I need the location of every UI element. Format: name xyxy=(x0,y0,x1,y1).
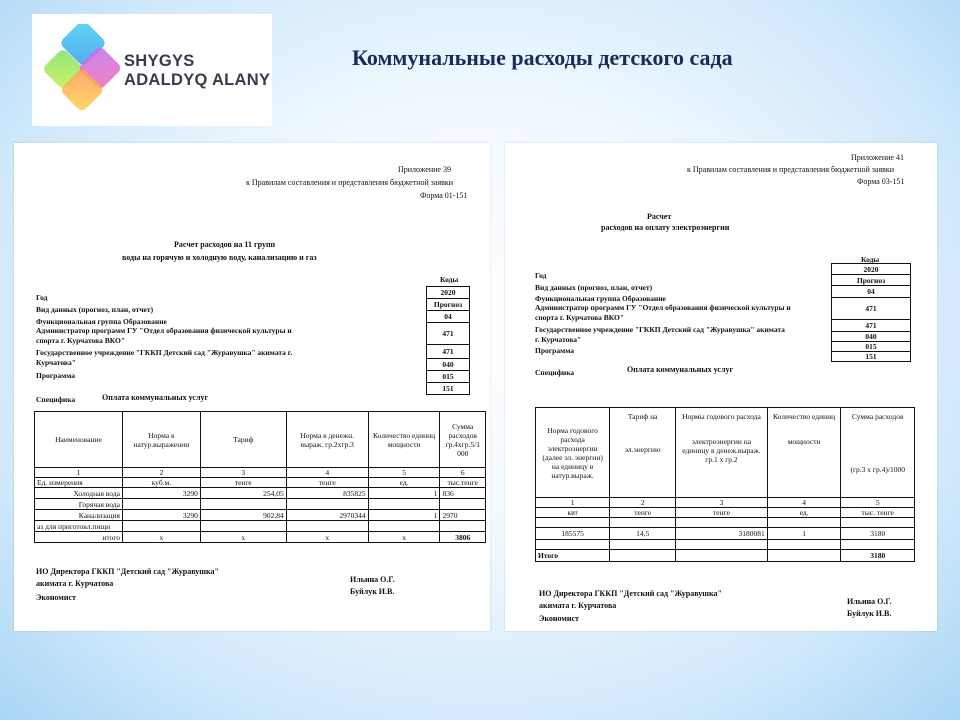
column-number: 2 xyxy=(610,498,676,508)
empty-cell xyxy=(676,550,768,562)
table-header xyxy=(676,408,768,498)
code-cell: 471 xyxy=(427,323,470,345)
cell: 902,84 xyxy=(200,510,286,521)
unit-cell: тенге xyxy=(286,478,368,488)
units-header: Количество единиц xyxy=(773,412,836,421)
cell: х xyxy=(286,532,368,543)
cell xyxy=(122,499,200,510)
code-cell: 151 xyxy=(832,352,911,362)
logo-text: SHYGYS ADALDYQ ALANY xyxy=(124,52,271,89)
field-institution-label-2: Курчатова" xyxy=(36,358,76,367)
cell: 2970344 xyxy=(286,510,368,521)
doc-subtitle: расходов на оплату электроэнергии xyxy=(601,223,730,232)
table-row-total xyxy=(35,532,486,543)
table-header: Наименование xyxy=(35,412,123,468)
code-cell: 2020 xyxy=(427,287,470,299)
empty-cell xyxy=(676,540,768,550)
field-year-label: Год xyxy=(535,271,547,280)
akimat-label: акимата г. Курчатова xyxy=(539,601,617,610)
codes-header: Коды xyxy=(440,275,459,284)
logo-diamond-icon xyxy=(42,24,124,114)
cell: 3180 xyxy=(841,528,915,540)
cell: 185575 xyxy=(536,528,610,540)
column-number: 1 xyxy=(35,468,123,478)
code-cell: 151 xyxy=(427,383,470,395)
table-header xyxy=(610,408,676,498)
cell xyxy=(200,521,286,532)
code-cell: 04 xyxy=(832,286,911,298)
specifics-text: Оплата коммунальных услуг xyxy=(627,365,734,374)
cell xyxy=(286,499,368,510)
logo xyxy=(32,14,272,126)
table-header: Норма в денежн. выраж. гр.2хгр.3 xyxy=(286,412,368,468)
table-header xyxy=(767,408,841,498)
economist-name: Буйлук И.В. xyxy=(350,587,395,596)
empty-cell xyxy=(536,518,610,528)
row-name: Горячая вода xyxy=(35,499,123,510)
cell: х xyxy=(200,532,286,543)
field-institution-label: Государственное учреждение "ГККП Детский сад "Журавушка" акимата xyxy=(535,325,785,334)
unit-cell: ед. xyxy=(368,478,440,488)
norm-header: Нормы годового расхода xyxy=(682,412,761,421)
empty-cell xyxy=(841,540,915,550)
field-program-label: Программа xyxy=(535,346,574,355)
unit-cell: тенге xyxy=(200,478,286,488)
codes-table xyxy=(831,263,911,362)
column-number: 5 xyxy=(841,498,915,508)
table-header: Количество единиц мощности xyxy=(368,412,440,468)
unit-cell: тенге xyxy=(676,508,768,518)
row-name: итого xyxy=(35,532,123,543)
table-header: Норма в натур.выражении xyxy=(122,412,200,468)
table-row xyxy=(536,528,915,540)
cell: 3180081 xyxy=(676,528,768,540)
rules-label: к Правилам составления и представления бюджетной заявки xyxy=(687,165,895,174)
empty-cell xyxy=(841,518,915,528)
code-cell: 040 xyxy=(427,359,470,371)
empty-cell xyxy=(610,540,676,550)
unit-cell: куб.м. xyxy=(122,478,200,488)
table-header: Сумма расходов гр.4хгр.5/1 000 xyxy=(440,412,486,468)
column-number: 4 xyxy=(767,498,841,508)
rules-label: к Правилам составления и представления бюджетной заявки xyxy=(246,178,454,187)
electricity-table xyxy=(535,407,915,562)
unit-cell: квт xyxy=(536,508,610,518)
appendix-label: Приложение 41 xyxy=(851,153,904,162)
cell: 835825 xyxy=(286,488,368,499)
column-number: 3 xyxy=(200,468,286,478)
cell: 3290 xyxy=(122,488,200,499)
field-institution-label: Государственное учреждение "ГККП Детский сад "Журавушка" акимата г. xyxy=(36,348,293,357)
cell xyxy=(440,499,486,510)
units-header-detail: мощности xyxy=(787,437,821,446)
total-cell: 3180 xyxy=(841,550,915,562)
tariff-header-unit: эл.энергию xyxy=(624,445,661,454)
code-cell: 015 xyxy=(832,342,911,352)
empty-cell xyxy=(610,550,676,562)
cell xyxy=(440,521,486,532)
column-number: 5 xyxy=(368,468,440,478)
unit-cell: тыс.тенге xyxy=(440,478,486,488)
empty-cell xyxy=(676,518,768,528)
table-row xyxy=(35,521,486,532)
sum-header-detail: (гр.3 х гр.4)/1000 xyxy=(850,465,905,474)
code-cell: 2020 xyxy=(832,264,911,275)
cell: 1 xyxy=(767,528,841,540)
akimat-label: акимата г. Курчатова xyxy=(36,579,114,588)
specifics-text: Оплата коммунальных услуг xyxy=(102,393,209,402)
field-admin-label: Администратор программ ГУ "Отдел образования физической культуры и xyxy=(36,326,292,335)
field-datatype-label: Вид данных (прогноз, план, отчет) xyxy=(36,305,154,314)
doc-title: Расчет xyxy=(647,212,672,221)
column-number: 1 xyxy=(536,498,610,508)
form-label: Форма 01-151 xyxy=(420,191,468,200)
cell: 2970 xyxy=(440,510,486,521)
column-number: 3 xyxy=(676,498,768,508)
economist-name: Буйлук И.В. xyxy=(847,609,892,618)
table-header: Норма годового расхода электроэнергии (далее эл. энергии) на единицу в натур.выраж. xyxy=(536,408,610,498)
cell xyxy=(200,499,286,510)
column-number: 6 xyxy=(440,468,486,478)
field-group-label: Функциональная группа Образование xyxy=(535,294,666,303)
unit-cell: ед. xyxy=(767,508,841,518)
code-cell: 471 xyxy=(427,345,470,359)
cell: х xyxy=(122,532,200,543)
norm-header-detail: электроэнергии на единицу в денеж.выраж. гр.1 х гр.2 xyxy=(682,437,761,464)
unit-cell: тенге xyxy=(610,508,676,518)
empty-cell xyxy=(767,540,841,550)
cell xyxy=(368,499,440,510)
field-institution-label-2: г. Курчатова" xyxy=(535,335,582,344)
slide-title: Коммунальные расходы детского сада xyxy=(352,45,733,70)
table-header xyxy=(841,408,915,498)
column-number: 4 xyxy=(286,468,368,478)
appendix-label: Приложение 39 xyxy=(398,165,451,174)
field-admin-label: Администратор программ ГУ "Отдел образования физической культуры и xyxy=(535,303,791,312)
field-group-label: Функциональная группа Образование xyxy=(36,317,167,326)
cell: 836 xyxy=(440,488,486,499)
director-name: Ильина О.Г. xyxy=(847,597,892,606)
column-number: 2 xyxy=(122,468,200,478)
empty-cell xyxy=(610,518,676,528)
doc-title: Расчет расходов на 11 групп xyxy=(174,240,276,249)
water-table xyxy=(34,411,486,543)
cell xyxy=(286,521,368,532)
total-cell: 3806 xyxy=(440,532,486,543)
code-cell: 040 xyxy=(832,332,911,342)
codes-table xyxy=(426,286,470,395)
field-specifics-label: Специфика xyxy=(36,395,76,404)
field-datatype-label: Вид данных (прогноз, план, отчет) xyxy=(535,283,653,292)
empty-cell xyxy=(767,550,841,562)
form-label: Форма 03-151 xyxy=(857,177,905,186)
tariff-header: Тариф на xyxy=(627,412,658,421)
sum-header: Сумма расходов xyxy=(851,412,904,421)
field-admin-label-2: спорта г. Курчатова ВКО" xyxy=(535,313,625,322)
code-cell: Прогноз xyxy=(427,299,470,311)
total-label: Итого xyxy=(536,550,610,562)
field-program-label: Программа xyxy=(36,371,75,380)
unit-cell: тыс. тенге xyxy=(841,508,915,518)
code-cell: 471 xyxy=(832,320,911,332)
director-label: ИО Директора ГККП "Детский сад "Журавушка" xyxy=(539,589,722,598)
cell: 1 xyxy=(368,488,440,499)
table-row xyxy=(35,488,486,499)
codes-header: Коды xyxy=(861,255,880,264)
cell: 1 xyxy=(368,510,440,521)
field-specifics-label: Специфика xyxy=(535,368,575,377)
cell: 254,05 xyxy=(200,488,286,499)
cell: х xyxy=(368,532,440,543)
cell: 3290 xyxy=(122,510,200,521)
code-cell: 04 xyxy=(427,311,470,323)
row-name: Канализация xyxy=(35,510,123,521)
cell xyxy=(368,521,440,532)
document-electricity-calculation xyxy=(505,143,937,631)
code-cell: 015 xyxy=(427,371,470,383)
row-name: Холодная вода xyxy=(35,488,123,499)
cell xyxy=(122,521,200,532)
director-name: Ильина О.Г. xyxy=(350,575,395,584)
table-row xyxy=(35,510,486,521)
empty-cell xyxy=(536,540,610,550)
code-cell: Прогноз xyxy=(832,275,911,286)
table-row xyxy=(35,499,486,510)
field-admin-label-2: спорта г. Курчатова ВКО" xyxy=(36,336,126,345)
field-year-label: Год xyxy=(36,293,48,302)
unit-cell: Ед. измерения xyxy=(35,478,123,488)
director-label: ИО Директора ГККП "Детский сад "Журавушка" xyxy=(36,567,219,576)
empty-cell xyxy=(767,518,841,528)
doc-subtitle: воды на горячую и холодную воду, канализацию и газ xyxy=(122,253,317,262)
table-header: Тариф xyxy=(200,412,286,468)
table-row-total xyxy=(536,550,915,562)
cell: 14,5 xyxy=(610,528,676,540)
row-name: аз для приготовл.пищи xyxy=(35,521,123,532)
economist-label: Экономист xyxy=(36,593,76,602)
document-water-calculation xyxy=(14,143,490,631)
economist-label: Экономист xyxy=(539,614,579,623)
code-cell: 471 xyxy=(832,298,911,320)
